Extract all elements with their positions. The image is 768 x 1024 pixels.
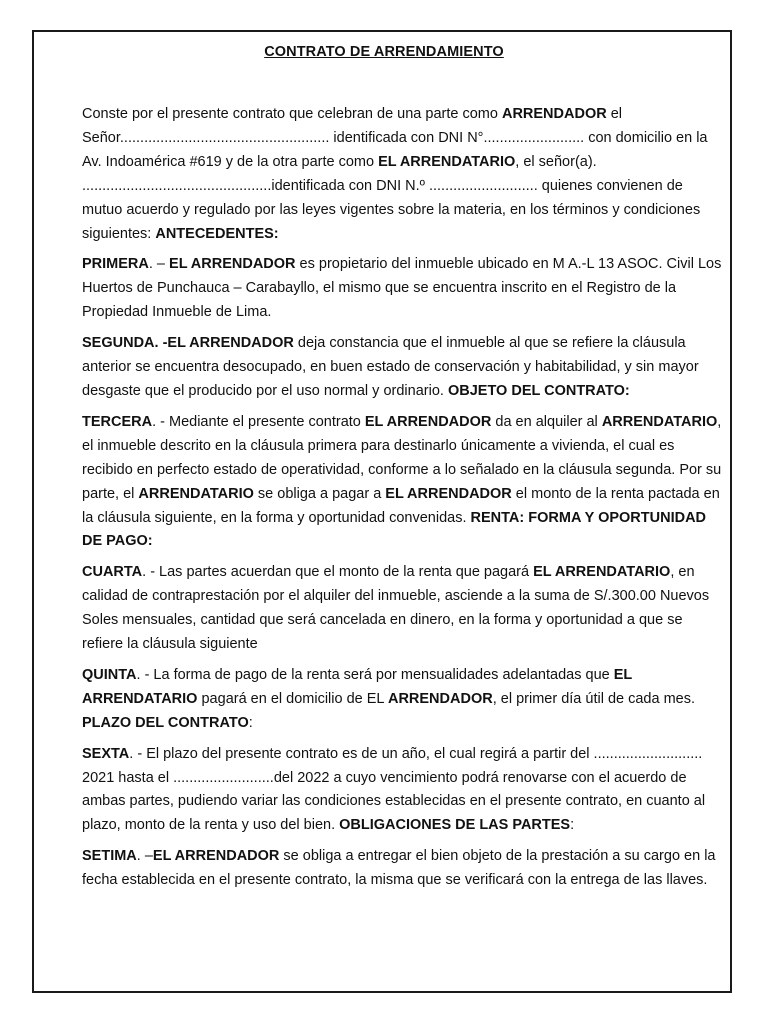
text-run: es propietario del inmueble ubicado en M A.-L 13 ASOC. Civil Los Huertos de Punchauca – Carabayllo, el mismo que se encuentra inscrito en el Registro de la Propiedad Inmueble de Lima. xyxy=(82,256,722,321)
bold-text: PLAZO DEL CONTRATO xyxy=(82,714,249,731)
document-body xyxy=(82,103,722,900)
clause-quinta xyxy=(82,664,722,736)
text-run: , el inmueble descrito en la cláusula primera para destinarlo únicamente a vivienda, el cual es recibido en perfecto estado de operatividad, conforme a lo señalado en la cláusula segunda. Por su parte, el xyxy=(82,413,722,502)
text-run: . - Mediante el presente contrato xyxy=(152,413,365,430)
bold-text: EL ARRENDADOR xyxy=(364,413,492,430)
bold-text: EL ARRENDATARIO xyxy=(82,666,633,707)
bold-text: RENTA: FORMA Y OPORTUNIDAD DE PAGO: xyxy=(82,509,707,550)
bold-text: ANTECEDENTES: xyxy=(155,225,279,242)
bold-text: EL ARRENDATARIO xyxy=(533,564,671,581)
text-run: Conste por el presente contrato que celebran de una parte como xyxy=(82,106,502,122)
clause-segunda xyxy=(82,332,722,404)
bold-text: SEXTA xyxy=(82,745,130,762)
text-run: se obliga a entregar el bien objeto de la prestación a su cargo en la fecha establecida en el presente contrato, la misma que se verificará con la entrega de las llaves. xyxy=(82,848,716,889)
text-run: el Señor.................................................... identificada con DNI N°......................... con domicilio en la Av. Indoamérica #619 y de la otra parte como xyxy=(82,106,708,170)
text-run: el monto de la renta pactada en la cláusula siguiente, en la forma y oportunidad convenidas. xyxy=(82,485,720,526)
bold-text: SEGUNDA. -EL ARRENDADOR xyxy=(82,335,294,352)
text-run: . – xyxy=(136,848,153,865)
bold-text: CUARTA xyxy=(82,564,143,581)
bold-text: QUINTA xyxy=(82,666,137,683)
text-run: : xyxy=(570,817,575,834)
bold-text: ARRENDATARIO xyxy=(601,413,718,430)
clause-tercera xyxy=(82,411,722,554)
bold-text: OBJETO DEL CONTRATO: xyxy=(447,382,630,399)
text-run: . – xyxy=(148,256,170,273)
text-run: , en calidad de contraprestación por el alquiler del inmueble, asciende a la suma de S/.300.00 Nuevos Soles mensuales, cantidad que será cancelada en dinero, en la forma y oportunidad a que se refiere la cláusula siguiente xyxy=(82,564,710,653)
bold-text: ARRENDATARIO xyxy=(138,485,254,502)
bold-text: EL ARRENDATARIO xyxy=(378,153,516,170)
text-run: , el señor(a). ...............................................identificada con DNI N.º ........................... quienes convienen de mutuo acuerdo y regulado por las leyes vigentes sobre la materia, en los términos y condiciones siguientes: xyxy=(82,153,701,242)
bold-text: TERCERA xyxy=(82,413,153,430)
text-run: deja constancia que el inmueble al que se refiere la cláusula anterior se encuentra desocupado, en buen estado de conservación y habitabilidad, y sin mayor desgaste que el producido por el uso normal y ordinario. xyxy=(82,335,699,399)
paragraph-intro xyxy=(82,103,722,246)
bold-text: EL ARRENDADOR xyxy=(385,485,512,502)
text-run: da en alquiler al xyxy=(491,413,602,430)
text-run: . - Las partes acuerdan que el monto de la renta que pagará xyxy=(142,564,534,581)
bold-text: SETIMA xyxy=(82,848,137,865)
text-run: pagará en el domicilio de EL xyxy=(197,690,388,707)
clause-primera xyxy=(82,253,722,325)
clause-sexta xyxy=(82,743,722,839)
bold-text: PRIMERA xyxy=(82,256,149,273)
text-run: : xyxy=(248,714,253,731)
document-title: CONTRATO DE ARRENDAMIENTO xyxy=(264,44,504,60)
text-run: . - El plazo del presente contrato es de un año, el cual regirá a partir del ........................... 2021 hasta el .........................del 2022 a cuyo vencimiento podrá renovarse con el acuerdo de ambas partes, pudiendo variar las condiciones establecidas en el presente contrato, en cuanto al plazo, monto de la renta y uso del bien. xyxy=(82,745,706,834)
text-run: , el primer día útil de cada mes. xyxy=(492,690,695,707)
text-run: . - La forma de pago de la renta será por mensualidades adelantadas que xyxy=(136,666,614,683)
bold-text: ARRENDADOR xyxy=(387,690,493,707)
text-run: se obliga a pagar a xyxy=(253,485,386,502)
bold-text: OBLIGACIONES DE LAS PARTES xyxy=(339,817,571,834)
bold-text: EL ARRENDADOR xyxy=(152,848,280,865)
clause-setima xyxy=(82,845,722,893)
clause-cuarta xyxy=(82,561,722,657)
bold-text: EL ARRENDADOR xyxy=(169,256,296,273)
bold-text: ARRENDADOR xyxy=(501,106,607,122)
